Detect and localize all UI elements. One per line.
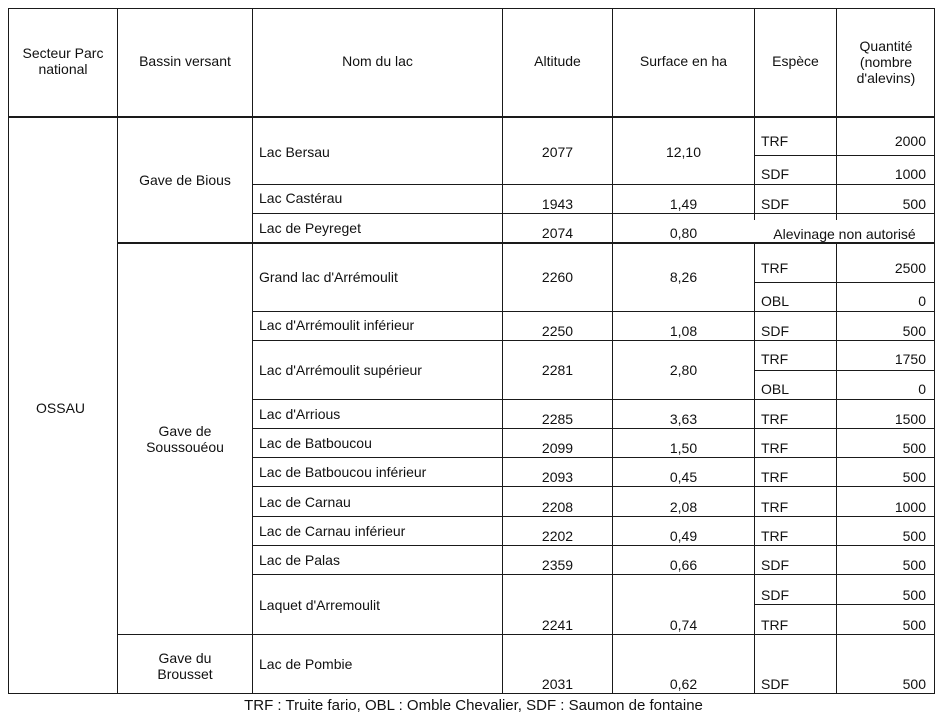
lake-altitude: 2250	[541, 323, 574, 339]
lake-surface: 0,74	[669, 617, 698, 633]
lake-surface: 1,08	[669, 323, 698, 339]
lake-surface: 1,50	[669, 440, 698, 456]
species-quantity: 1000	[894, 499, 926, 515]
bassin-name: Gave de Soussouéou	[146, 423, 224, 455]
row-divider	[252, 545, 935, 546]
lake-surface: 0,62	[669, 676, 698, 692]
lake-altitude: 2208	[541, 499, 574, 515]
column-divider	[502, 8, 503, 694]
species-divider	[754, 370, 935, 371]
column-divider	[754, 8, 755, 220]
lake-altitude: 2074	[541, 225, 574, 241]
species-code: SDF	[761, 557, 789, 573]
species-quantity: 2500	[894, 260, 926, 276]
lake-altitude: 2202	[541, 528, 574, 544]
lake-name: Laquet d'Arremoulit	[259, 597, 380, 613]
secteur-name: OSSAU	[36, 400, 86, 416]
table-border	[934, 8, 935, 694]
row-divider	[252, 311, 935, 312]
species-quantity: 2000	[894, 133, 926, 149]
species-code: TRF	[761, 469, 789, 485]
row-divider	[252, 399, 935, 400]
species-divider	[754, 604, 935, 605]
row-divider	[252, 457, 935, 458]
row-divider	[252, 516, 935, 517]
bassin-name: Gave du Brousset	[157, 650, 213, 682]
legend: TRF : Truite fario, OBL : Omble Chevalier, SDF : Saumon de fontaine	[244, 697, 703, 714]
lake-surface: 2,80	[669, 362, 698, 378]
lake-name: Grand lac d'Arrémoulit	[259, 269, 398, 285]
column-divider	[117, 8, 118, 694]
row-divider	[252, 428, 935, 429]
row-divider	[252, 213, 935, 214]
species-code: TRF	[761, 499, 789, 515]
column-divider	[836, 8, 837, 220]
species-code: SDF	[761, 323, 789, 339]
species-quantity: 500	[902, 557, 926, 573]
species-quantity: 500	[902, 528, 926, 544]
lake-name: Lac d'Arrémoulit supérieur	[259, 362, 422, 378]
species-quantity: 500	[902, 440, 926, 456]
row-divider	[252, 486, 935, 487]
species-quantity: 500	[902, 323, 926, 339]
species-quantity: 500	[902, 617, 926, 633]
lake-altitude: 2077	[541, 144, 574, 160]
column-divider	[252, 8, 253, 694]
header-altitude: Altitude	[534, 53, 581, 69]
species-quantity: 1000	[894, 166, 926, 182]
lake-altitude: 2031	[541, 676, 574, 692]
species-quantity: 500	[902, 196, 926, 212]
lake-surface: 0,45	[669, 469, 698, 485]
column-divider	[612, 8, 613, 694]
header-quantite: Quantité (nombre d'alevins)	[856, 38, 916, 86]
header-secteur: Secteur Parc national	[22, 45, 104, 77]
species-quantity: 0	[918, 293, 926, 309]
lake-name: Lac d'Arrémoulit inférieur	[259, 317, 415, 333]
bassin-divider	[117, 634, 935, 635]
species-quantity: 500	[902, 587, 926, 603]
species-code: TRF	[761, 440, 789, 456]
lake-surface: 12,10	[665, 144, 702, 160]
species-quantity: 500	[902, 469, 926, 485]
bassin-name: Gave de Bious	[139, 172, 231, 188]
species-code: TRF	[761, 133, 789, 149]
lake-surface: 8,26	[669, 269, 698, 285]
table-border	[8, 8, 935, 9]
lake-altitude: 1943	[541, 196, 574, 212]
lake-altitude: 2281	[541, 362, 574, 378]
species-code: TRF	[761, 617, 789, 633]
table-border	[8, 8, 9, 694]
lake-surface: 0,80	[669, 225, 698, 241]
lake-altitude: 2285	[541, 411, 574, 427]
species-code: SDF	[761, 587, 789, 603]
table-border	[8, 693, 935, 694]
species-quantity: 1750	[894, 351, 926, 367]
lake-name: Lac d'Arrious	[259, 406, 341, 422]
lake-surface: 2,08	[669, 499, 698, 515]
row-divider	[252, 340, 935, 341]
header-espece: Espèce	[772, 53, 819, 69]
header-surface: Surface en ha	[639, 53, 728, 69]
species-code: SDF	[761, 166, 789, 182]
species-code: TRF	[761, 528, 789, 544]
stocking-note: Alevinage non autorisé	[773, 226, 916, 242]
species-quantity: 500	[902, 676, 926, 692]
header-divider	[8, 116, 935, 118]
lake-name: Lac Castérau	[259, 190, 343, 206]
species-code: TRF	[761, 260, 789, 276]
species-code: SDF	[761, 676, 789, 692]
species-divider	[754, 155, 935, 156]
lake-name: Lac de Carnau	[259, 494, 351, 510]
species-divider	[754, 282, 935, 283]
species-code: TRF	[761, 411, 789, 427]
lake-name: Lac de Carnau inférieur	[259, 523, 406, 539]
species-code: OBL	[761, 293, 790, 309]
lake-name: Lac de Batboucou inférieur	[259, 464, 427, 480]
lake-altitude: 2093	[541, 469, 574, 485]
row-divider	[252, 574, 935, 575]
lake-surface: 1,49	[669, 196, 698, 212]
header-lac: Nom du lac	[342, 53, 413, 69]
lake-altitude: 2241	[541, 617, 574, 633]
species-code: OBL	[761, 381, 790, 397]
row-divider	[252, 184, 935, 185]
lake-surface: 3,63	[669, 411, 698, 427]
lake-altitude: 2260	[541, 269, 574, 285]
species-code: TRF	[761, 351, 789, 367]
lake-name: Lac de Palas	[259, 552, 340, 568]
lake-name: Lac de Batboucou	[259, 435, 372, 451]
lake-name: Lac de Pombie	[259, 656, 353, 672]
species-quantity: 0	[918, 381, 926, 397]
lake-surface: 0,49	[669, 528, 698, 544]
header-bassin: Bassin versant	[139, 53, 231, 69]
species-code: SDF	[761, 196, 789, 212]
lake-altitude: 2099	[541, 440, 574, 456]
lake-name: Lac Bersau	[259, 144, 330, 160]
lake-surface: 0,66	[669, 557, 698, 573]
lake-altitude: 2359	[541, 557, 574, 573]
lake-name: Lac de Peyreget	[259, 220, 361, 236]
species-quantity: 1500	[894, 411, 926, 427]
